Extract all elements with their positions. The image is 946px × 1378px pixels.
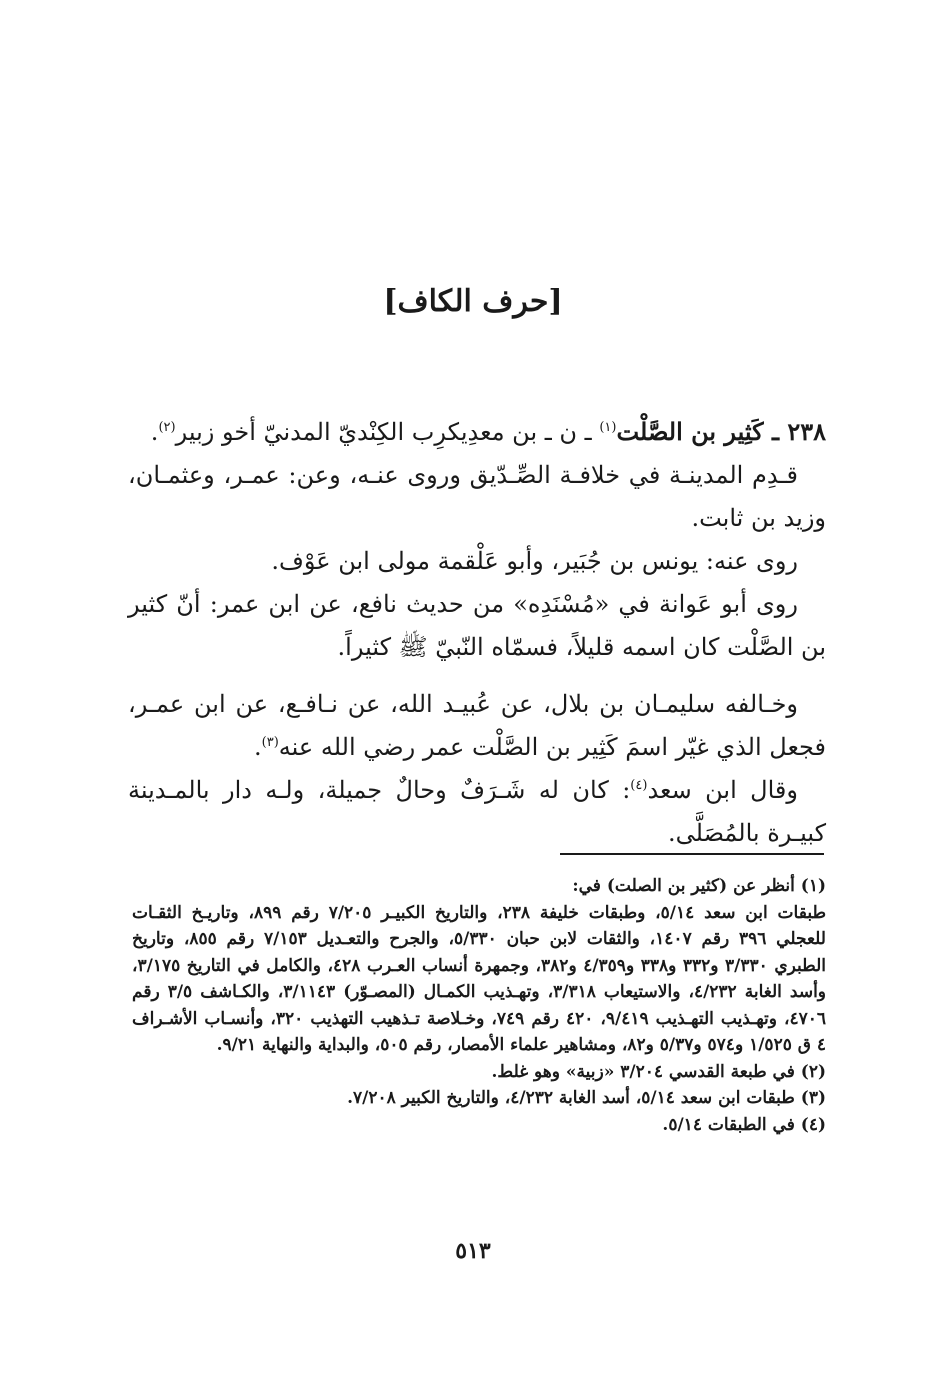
entry-head: ٢٣٨ ـ كَثِير بن الصَّلْت — [616, 417, 826, 446]
paragraph-disagreement-text: وخـالفه سليمـان بن بلال، عن عُبيـد الله، عن نـافـع، عن ابن عمـر، فجعل الذي غيّر اسمَ كَثِير بن الصَّلْت عمر رضي الله عنه — [128, 690, 826, 761]
footnote-1-sources: طبقات ابن سعد ٥/١٤، وطبقات خليفة ٢٣٨، والتاريخ الكبيـر ٧/٢٠٥ رقم ٨٩٩، وتاريـخ الثقـات للعجلي ٣٩٦ رقم ١٤٠٧، والثقات لابن حبان ٥/٣٣٠، والجرح والتعـديل ٧/١٥٣ رقم ٨٥٥، وتاريخ الطبري ٣/٣٣٠ و٣٣٢ و٣٣٨ و٤/٣٥٩ و٣٨٢، وجمهرة أنساب العـرب ٤٢٨، والكامل في التاريخ ٣/١٧٥، وأسد الغابة ٤/٢٣٢، والاستيعاب ٣/٣١٨، وتهـذيب الكمـال (المصـوّر) ٣/١١٤٣، والكـاشف ٣/٥ رقم ٤٧٠٦، وتهـذيب التهـذيب ٩/٤١٩، ٤٢٠ رقم ٧٤٩، وخـلاصة تـذهيب التهذيب ٣٢٠، وأنسـاب الأشـراف ٤ ق ١/٥٢٥ و٥٧٤ و٥/٣٧ و٨٢، ومشاهير علماء الأمصار، رقم ٥٠٥، والبداية والنهاية ٩/٢١. — [132, 902, 827, 1055]
footnote-ref-4: (٤) — [630, 778, 648, 793]
footnote-separator — [560, 853, 824, 855]
paragraph-disagreement — [128, 683, 826, 769]
footnote-4: (٤) في الطبقات ٥/١٤. — [662, 1114, 826, 1135]
paragraph-ibn-saad-rest: : كان له شَـرَفٌ وحالٌ جميلة، ولـه دار بالمـدينة كبيـرة بالمُصَلَّى. — [128, 776, 826, 847]
paragraph-disagreement-end: . — [254, 733, 262, 761]
paragraph-ibn-saad-start: وقال ابن سعد — [647, 776, 798, 804]
footnote-1-heading: (١) أنظر عن (كثير بن الصلت) في: — [572, 876, 826, 896]
entry-lineage: ـ ن ـ بن معدِيكرِب الكِنْديّ المدنيّ أخو زبير — [175, 418, 600, 446]
footnote-2: (٢) في طبعة القدسي ٣/٢٠٤ «زبية» وهو غلط. — [491, 1061, 826, 1082]
entry-heading-line — [128, 410, 826, 454]
footnote-3: (٣) طبقات ابن سعد ٥/١٤، أسد الغابة ٤/٢٣٢، والتاريخ الكبير ٧/٢٠٨. — [347, 1088, 826, 1108]
page-number: ٥١٣ — [455, 1238, 491, 1264]
chapter-title: [حرف الكاف] — [383, 284, 563, 319]
paragraph-narrators: روى عنه: يونس بن جُبَير، وأبو عَلْقمة مولى ابن عَوْف. — [271, 547, 798, 575]
footnote-ref-3: (٣) — [261, 735, 279, 750]
footnote-ref-1: (١) — [599, 420, 617, 435]
paragraph-abu-awana: روى أبو عَوانة في «مُسْنَدِه» من حديث نافع، عن ابن عمر: أنّ كثير بن الصَّلْت كان اسمه قليلاً، فسمّاه النّبيّ ﷺ كثيراً. — [128, 590, 826, 661]
paragraph-ibn-saad — [128, 769, 826, 855]
paragraph-arrival: قـدِم المدينـة في خلافـة الصِّـدّيق وروى عنـه، وعن: عمـر، وعثمـان، وزيد بن ثابت. — [128, 461, 826, 532]
entry-heading-end: . — [150, 418, 159, 446]
footnote-ref-2: (٢) — [158, 420, 176, 435]
footnotes — [132, 873, 826, 1138]
entry-body — [128, 410, 826, 855]
